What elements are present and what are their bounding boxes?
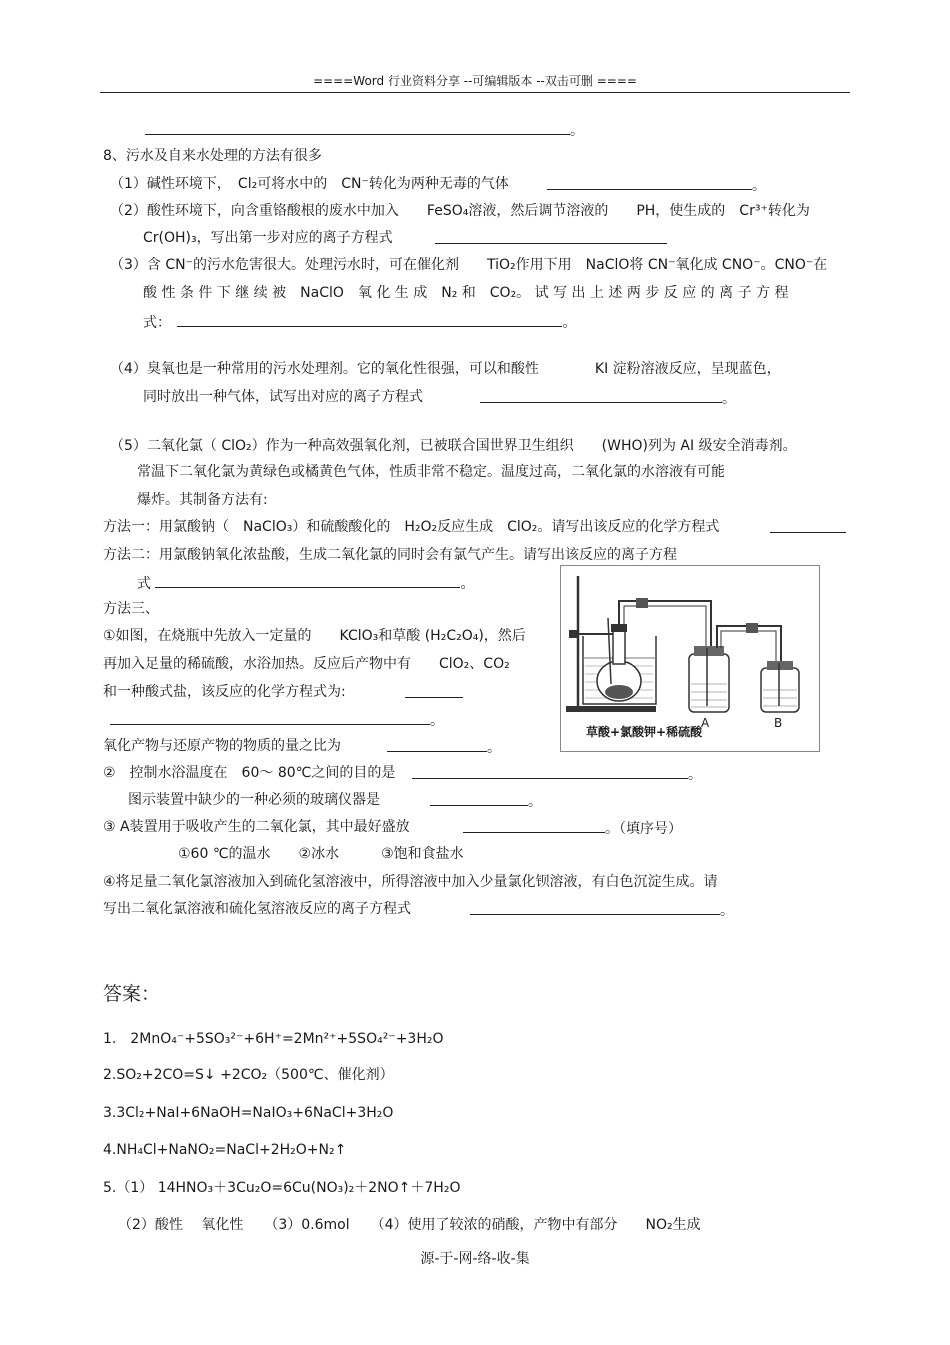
method3-3-blank: 。（填序号） bbox=[463, 818, 682, 838]
header-rule bbox=[100, 92, 850, 93]
q8-part5-line1: （5）二氧化氯（ ClO₂）作为一种高效强氧化剂，已被联合国世界卫生组织 (WHO)列为 AI 级安全消毒剂。 bbox=[110, 438, 797, 454]
answer-blank[interactable] bbox=[387, 737, 487, 752]
label-b: B bbox=[774, 716, 783, 730]
answer-blank[interactable] bbox=[110, 710, 430, 725]
q8-part5-line3: 爆炸。其制备方法有: bbox=[137, 492, 268, 508]
method3-1c-blank bbox=[405, 683, 463, 703]
answer-blank[interactable] bbox=[412, 764, 688, 779]
answer-blank[interactable] bbox=[177, 312, 562, 327]
q8-part4-line2: 同时放出一种气体，试写出对应的离子方程式 bbox=[143, 389, 423, 405]
q8-part1: （1）碱性环境下， Cl₂可将水中的 CN⁻转化为两种无毒的气体 bbox=[110, 176, 509, 192]
answer-5: 5.（1） 14HNO₃＋3Cu₂O=6Cu(NO₃)₂＋2NO↑＋7H₂O bbox=[103, 1180, 461, 1196]
apparatus-figure bbox=[560, 565, 820, 752]
q8-part3-line2: 酸 性 条 件 下 继 续 被 NaClO 氧 化 生 成 N₂ 和 CO₂。 试 写 出 上 述 两 步 反 应 的 离 子 方 程 bbox=[143, 285, 789, 301]
method1: 方法一：用氯酸钠（ NaClO₃）和硫酸酸化的 H₂O₂反应生成 ClO₂。请写出该反应的化学方程式 bbox=[103, 519, 720, 535]
page-footer: 源-于-网-络-收-集 bbox=[420, 1251, 530, 1267]
q8-title: 8、污水及自来水处理的方法有很多 bbox=[103, 148, 322, 164]
method3-1c: 和一种酸式盐，该反应的化学方程式为: bbox=[103, 684, 346, 700]
method3-1d: 。 bbox=[110, 710, 444, 730]
page-header: ====Word 行业资料分享 --可编辑版本 --双击可删 ==== bbox=[313, 74, 637, 88]
answer-blank[interactable] bbox=[463, 818, 605, 833]
figure-caption: 草酸+氯酸钾+稀硫酸 bbox=[586, 725, 703, 739]
q8-part3-line1: （3）含 CN⁻的污水危害很大。处理污水时，可在催化剂 TiO₂作用下用 NaClO将 CN⁻氧化成 CNO⁻。CNO⁻在 bbox=[110, 257, 828, 273]
method3-4b: 写出二氧化氯溶液和硫化氢溶液反应的离子方程式 bbox=[103, 901, 411, 917]
method3-4-blank: 。 bbox=[470, 900, 734, 920]
answer-blank[interactable] bbox=[405, 683, 463, 698]
answer-blank[interactable] bbox=[480, 388, 722, 403]
q8-part2-blank bbox=[435, 229, 667, 249]
answer-blank[interactable] bbox=[430, 791, 528, 806]
method3-2a: ② 控制水浴温度在 60～ 80℃之间的目的是 bbox=[103, 765, 396, 781]
q8-part5-line2: 常温下二氧化氯为黄绿色或橘黄色气体，性质非常不稳定。温度过高，二氧化氯的水溶液有可能 bbox=[137, 464, 725, 480]
answer-1: 1. 2MnO₄⁻+5SO₃²⁻+6H⁺=2Mn²⁺+5SO₄²⁻+3H₂O bbox=[103, 1031, 444, 1047]
method3-1b: 再加入足量的稀硫酸，水浴加热。反应后产物中有 ClO₂、CO₂ bbox=[103, 656, 510, 672]
method3-3-options: ①60 ℃的温水 ②冰水 ③饱和食盐水 bbox=[178, 846, 464, 862]
answer-blank[interactable] bbox=[770, 518, 846, 533]
answer-blank[interactable] bbox=[547, 175, 752, 190]
method3-2a-blank: 。 bbox=[412, 764, 702, 784]
q7-answer-line: 。 bbox=[145, 120, 584, 140]
label-a: A bbox=[701, 716, 710, 730]
q8-part4-line1: （4）臭氧也是一种常用的污水处理剂。它的氧化性很强，可以和酸性 KI 淀粉溶液反应，呈现蓝色， bbox=[110, 361, 781, 377]
q8-part2-line2: Cr(OH)₃，写出第一步对应的离子方程式 bbox=[143, 230, 393, 246]
q8-part2-line1: （2）酸性环境下，向含重铬酸根的废水中加入 FeSO₄溶液，然后调节溶液的 PH，使生成的 Cr³⁺转化为 bbox=[110, 203, 810, 219]
answer-5b: （2）酸性 氧化性 （3）0.6mol （4）使用了较浓的硝酸，产物中有部分 NO₂生成 bbox=[118, 1217, 701, 1233]
answer-3: 3.3Cl₂+NaI+6NaOH=NaIO₃+6NaCl+3H₂O bbox=[103, 1105, 394, 1121]
answer-blank[interactable] bbox=[435, 229, 667, 244]
method3-2b: 图示装置中缺少的一种必须的玻璃仪器是 bbox=[128, 792, 380, 808]
method2: 方法二：用氯酸钠氧化浓盐酸，生成二氧化氯的同时会有氯气产生。请写出该反应的离子方程 bbox=[103, 547, 677, 563]
method2-line2: 式 。 bbox=[137, 573, 474, 593]
answer-2: 2.SO₂+2CO=S↓ +2CO₂（500℃、催化剂） bbox=[103, 1067, 394, 1083]
method3-4a: ④将足量二氧化氯溶液加入到硫化氢溶液中，所得溶液中加入少量氯化钡溶液，有白色沉淀生成。请 bbox=[103, 874, 718, 890]
method3-1e: 氧化产物与还原产物的物质的量之比为 bbox=[103, 738, 341, 754]
answers-title: 答案： bbox=[103, 983, 161, 1005]
answer-blank[interactable] bbox=[155, 573, 460, 588]
q8-part4-blank: 。 bbox=[480, 388, 736, 408]
answer-4: 4.NH₄Cl+NaNO₂=NaCl+2H₂O+N₂↑ bbox=[103, 1142, 347, 1158]
method3-1e-blank: 。 bbox=[387, 737, 501, 757]
method3-2b-blank: 。 bbox=[430, 791, 542, 811]
method3-1a: ①如图，在烧瓶中先放入一定量的 KClO₃和草酸 (H₂C₂O₄)，然后 bbox=[103, 628, 526, 644]
q8-part3-line3: 式： 。 bbox=[143, 312, 576, 332]
answer-blank[interactable] bbox=[470, 900, 720, 915]
method1-blank bbox=[770, 518, 846, 538]
method3-3: ③ A装置用于吸收产生的二氧化氯，其中最好盛放 bbox=[103, 819, 410, 835]
method3: 方法三、 bbox=[103, 601, 159, 617]
q8-part1-blank: 。 bbox=[547, 175, 766, 195]
answer-blank[interactable] bbox=[145, 120, 570, 135]
